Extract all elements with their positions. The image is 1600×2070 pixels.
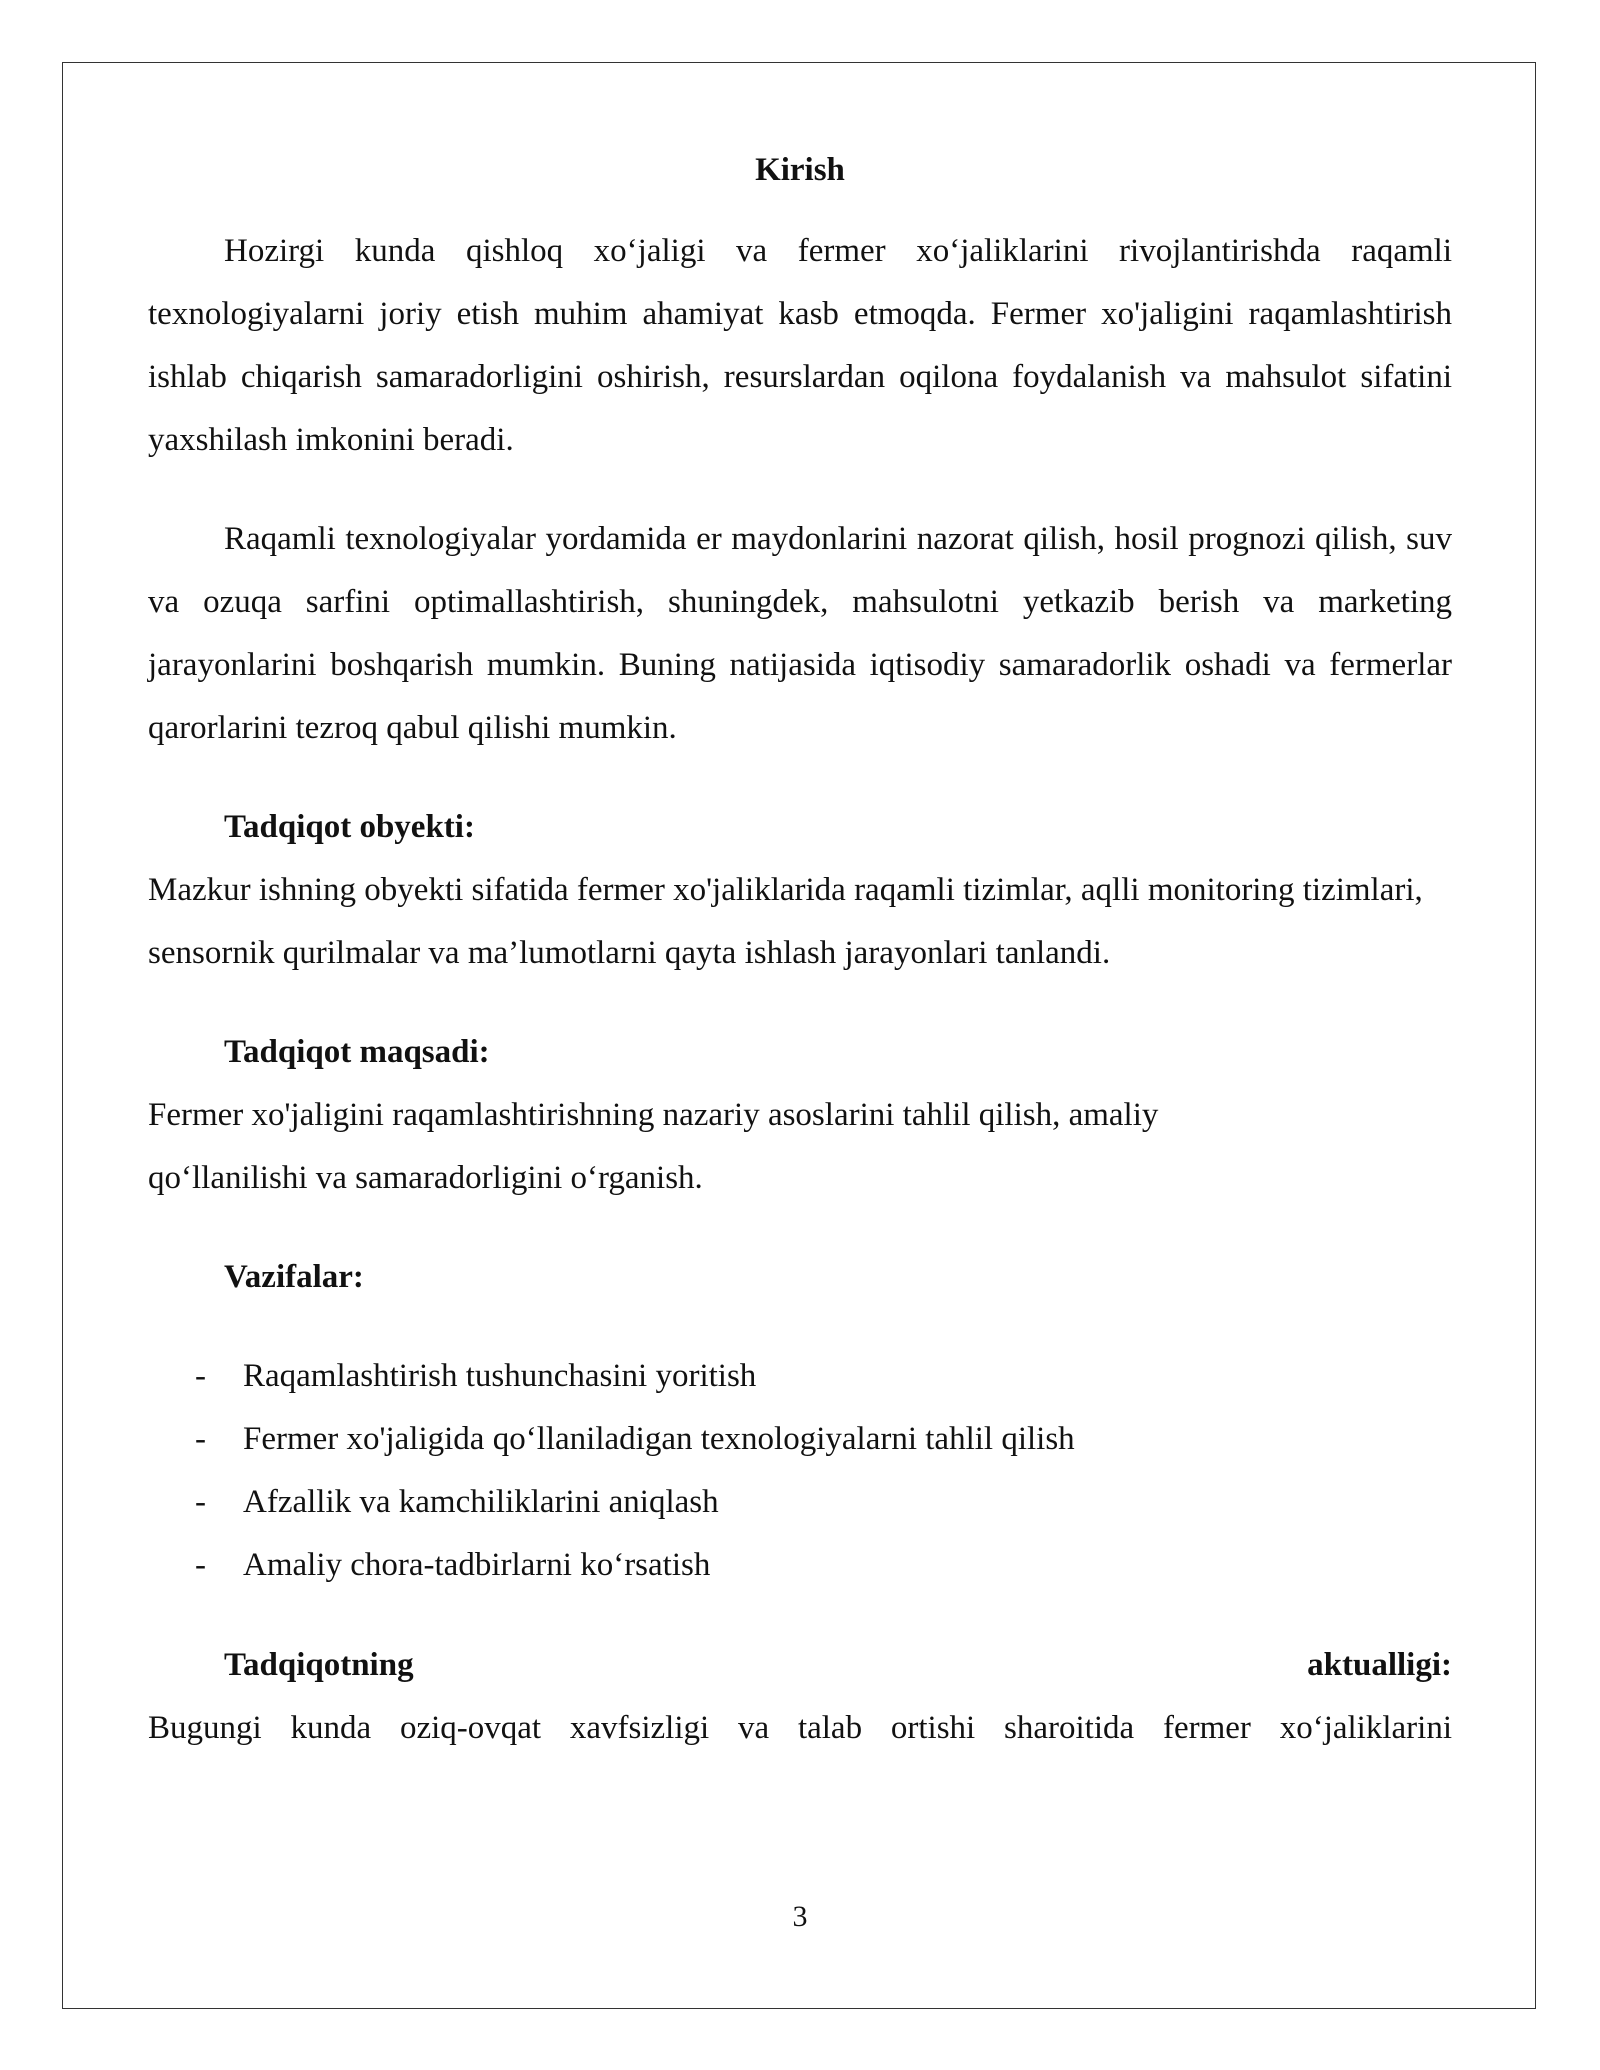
- list-item-text: Raqamlashtirish tushunchasini yoritish: [243, 1358, 757, 1394]
- list-bullet: -: [195, 1358, 206, 1394]
- object-text: Mazkur ishning obyekti sifatida fermer xo'jaliklarida raqamli tizimlar, aqlli monitoring tizimlari, sensornik qurilmalar va ma’lumotlarni qayta ishlash jarayonlari tanlandi.: [148, 872, 1423, 971]
- goal-heading: Tadqiqot maqsadi:: [224, 1034, 490, 1070]
- page-content: [148, 140, 1452, 1760]
- list-bullet: -: [195, 1421, 206, 1457]
- list-bullet: -: [195, 1547, 206, 1583]
- relevance-heading: [148, 1634, 1452, 1697]
- list-item: [148, 1471, 1452, 1534]
- tasks-list: [148, 1345, 1452, 1597]
- relevance-text: Bugungi kunda oziq-ovqat xavfsizligi va talab ortishi sharoitida fermer xo‘jaliklarini: [148, 1710, 1452, 1746]
- relevance-heading-left: Tadqiqotning: [224, 1647, 414, 1683]
- goal-text: [148, 1084, 1452, 1210]
- page-number: 3: [792, 1900, 808, 1933]
- goal-line-1: Fermer xo'jaligini raqamlashtirishning nazariy asoslarini tahlil qilish, amaliy: [148, 1097, 1159, 1133]
- list-item: [148, 1345, 1452, 1408]
- list-item: [148, 1408, 1452, 1471]
- tasks-heading: Vazifalar:: [224, 1259, 364, 1295]
- list-item-text: Fermer xo'jaligida qo‘llaniladigan texnologiyalarni tahlil qilish: [243, 1421, 1075, 1457]
- relevance-heading-right: aktualligi:: [1307, 1647, 1452, 1683]
- goal-line-2: qo‘llanilishi va samaradorligini o‘rganish.: [148, 1160, 703, 1196]
- list-item-text: Afzallik va kamchiliklarini aniqlash: [243, 1484, 719, 1520]
- intro-paragraph-2: Raqamli texnologiyalar yordamida er maydonlarini nazorat qilish, hosil prognozi qilish, suv va ozuqa sarfini optimallashtirish, shuningdek, mahsulotni yetkazib berish va marketing jarayonlarini boshqarish mumkin. Buning natijasida iqtisodiy samaradorlik oshadi va fermerlar qarorlarini tezroq qabul qilishi mumkin.: [148, 521, 1452, 746]
- list-item: [148, 1534, 1452, 1597]
- object-heading: Tadqiqot obyekti:: [224, 809, 475, 845]
- list-item-text: Amaliy chora-tadbirlarni ko‘rsatish: [243, 1547, 711, 1583]
- document-title: Kirish: [755, 152, 845, 188]
- list-bullet: -: [195, 1484, 206, 1520]
- intro-paragraph-1: Hozirgi kunda qishloq xo‘jaligi va fermer xo‘jaliklarini rivojlantirishda raqamli texnologiyalarni joriy etish muhim ahamiyat kasb etmoqda. Fermer xo'jaligini raqamlashtirish ishlab chiqarish samaradorligini oshirish, resurslardan oqilona foydalanish va mahsulot sifatini yaxshilash imkonini beradi.: [148, 233, 1452, 458]
